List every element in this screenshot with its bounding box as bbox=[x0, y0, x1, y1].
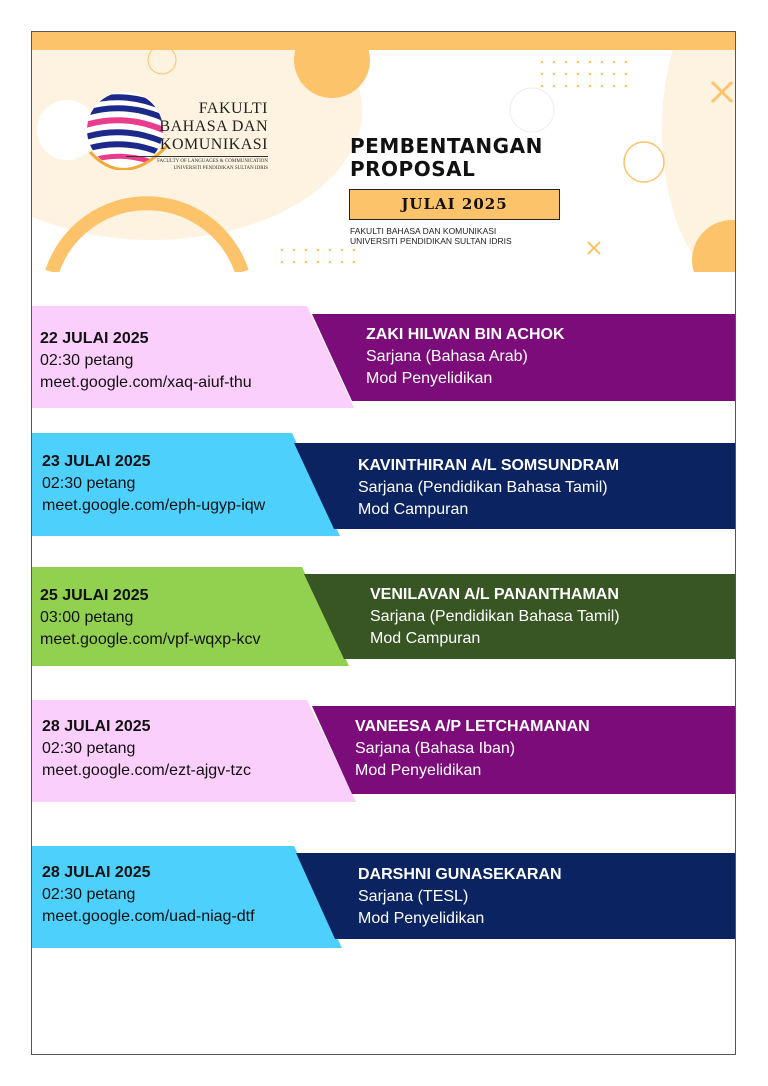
session-time: 03:00 petang bbox=[40, 609, 134, 626]
month-badge: JULAI 2025 bbox=[349, 189, 560, 220]
presenter-name: VANEESA A/P LETCHAMANAN bbox=[355, 718, 590, 735]
logo-subtext-1: FACULTY OF LANGUAGES & COMMUNICATION bbox=[126, 156, 268, 165]
session-time: 02:30 petang bbox=[42, 740, 136, 757]
session-meet-link[interactable]: meet.google.com/eph-ugyp-iqw bbox=[42, 497, 266, 514]
presenter-info bbox=[366, 324, 565, 390]
presenter-name: DARSHNI GUNASEKARAN bbox=[358, 866, 562, 883]
session-details bbox=[42, 716, 251, 782]
presenter-name: ZAKI HILWAN BIN ACHOK bbox=[366, 326, 565, 343]
session-row bbox=[32, 433, 736, 543]
session-row bbox=[32, 306, 736, 416]
logo-line-2: BAHASA DAN bbox=[159, 118, 268, 135]
presenter-program: Sarjana (Bahasa Arab) bbox=[366, 348, 528, 365]
session-time: 02:30 petang bbox=[42, 475, 136, 492]
presenter-mode: Mod Penyelidikan bbox=[358, 910, 485, 927]
presenter-info bbox=[358, 864, 562, 930]
session-row bbox=[32, 700, 736, 810]
session-meet-link[interactable]: meet.google.com/xaq-aiuf-thu bbox=[40, 374, 252, 391]
session-details bbox=[42, 451, 265, 517]
presenter-mode: Mod Penyelidikan bbox=[366, 370, 493, 387]
logo-line-1: FAKULTI bbox=[198, 100, 268, 117]
presenter-info bbox=[370, 584, 620, 650]
session-details bbox=[40, 585, 261, 651]
logo-subtext-2: UNIVERSITI PENDIDIKAN SULTAN IDRIS bbox=[173, 166, 268, 171]
presenter-name: VENILAVAN A/L PANANTHAMAN bbox=[370, 586, 619, 603]
subtitle-line-1: FAKULTI BAHASA DAN KOMUNIKASI bbox=[350, 226, 497, 236]
presenter-program: Sarjana (TESL) bbox=[358, 888, 469, 905]
poster-title bbox=[350, 135, 543, 181]
top-accent-bar bbox=[32, 32, 735, 50]
session-meet-link[interactable]: meet.google.com/vpf-wqxp-kcv bbox=[40, 631, 261, 648]
poster-page bbox=[31, 31, 736, 1055]
logo-wordmark bbox=[126, 100, 268, 172]
presenter-program: Sarjana (Bahasa Iban) bbox=[355, 740, 516, 757]
session-date: 22 JULAI 2025 bbox=[40, 330, 149, 347]
title-line-2: PROPOSAL bbox=[350, 157, 476, 181]
session-details bbox=[42, 862, 255, 928]
subtitle-line-2: UNIVERSITI PENDIDIKAN SULTAN IDRIS bbox=[350, 236, 512, 246]
poster-header bbox=[32, 50, 735, 272]
presenter-name: KAVINTHIRAN A/L SOMSUNDRAM bbox=[358, 457, 620, 474]
session-row bbox=[32, 567, 736, 677]
presenter-program: Sarjana (Pendidikan Bahasa Tamil) bbox=[370, 608, 620, 625]
session-date: 25 JULAI 2025 bbox=[40, 587, 149, 604]
presenter-mode: Mod Campuran bbox=[370, 630, 481, 647]
session-date: 23 JULAI 2025 bbox=[42, 453, 151, 470]
session-time: 02:30 petang bbox=[40, 352, 134, 369]
session-meet-link[interactable]: meet.google.com/ezt-ajgv-tzc bbox=[42, 762, 251, 779]
session-details bbox=[40, 328, 252, 394]
session-date: 28 JULAI 2025 bbox=[42, 864, 151, 881]
session-time: 02:30 petang bbox=[42, 886, 136, 903]
presenter-info bbox=[358, 455, 619, 521]
presenter-program: Sarjana (Pendidikan Bahasa Tamil) bbox=[358, 479, 608, 496]
poster-subtitle bbox=[350, 226, 512, 246]
logo-line-3: KOMUNIKASI bbox=[159, 136, 268, 153]
presenter-mode: Mod Campuran bbox=[358, 501, 469, 518]
title-line-1: PEMBENTANGAN bbox=[350, 134, 543, 158]
session-date: 28 JULAI 2025 bbox=[42, 718, 151, 735]
session-meet-link[interactable]: meet.google.com/uad-niag-dtf bbox=[42, 908, 255, 925]
presenter-mode: Mod Penyelidikan bbox=[355, 762, 482, 779]
presenter-info bbox=[355, 716, 590, 782]
session-row bbox=[32, 846, 736, 956]
